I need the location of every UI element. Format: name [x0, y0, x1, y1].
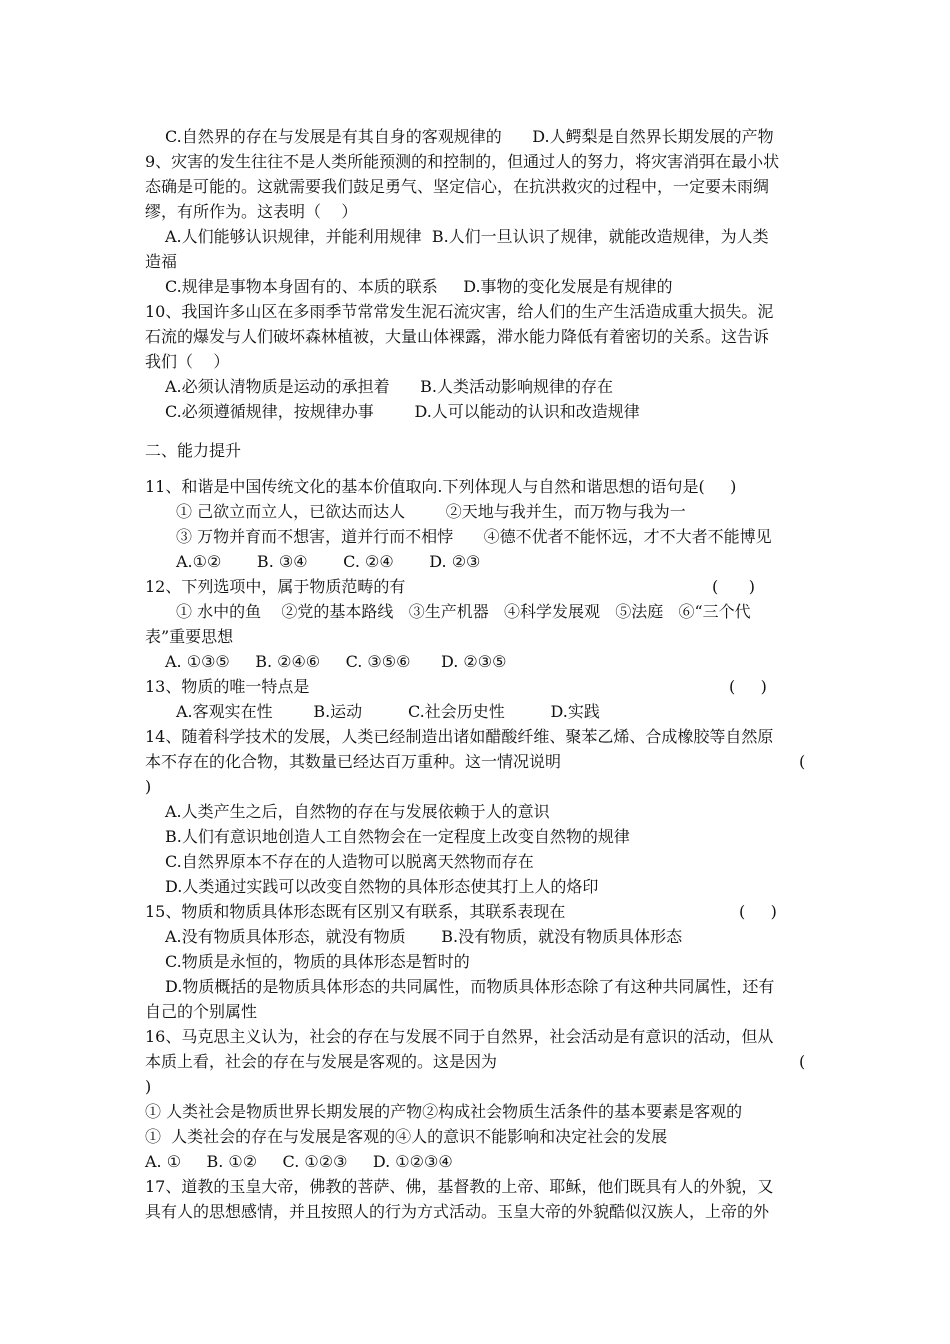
q16-options: A. ① B. ①② C. ①②③ D. ①②③④: [145, 1152, 453, 1171]
q10-options-ab: A.必须认清物质是运动的承担着 B.人类活动影响规律的存在: [165, 377, 614, 396]
q11-stem: 11、和谐是中国传统文化的基本价值取向.下列体现人与自然和谐思想的语句是( ): [145, 477, 737, 496]
q14-stem-line1: 14、随着科学技术的发展，人类已经制造出诸如醋酸纤维、聚苯乙烯、合成橡胶等自然原: [145, 727, 774, 746]
q16-items-12: ① 人类社会是物质世界长期发展的产物②构成社会物质生活条件的基本要素是客观的: [145, 1102, 743, 1121]
q9-stem-line1: 9、灾害的发生往往不是人类所能预测的和控制的，但通过人的努力，将灾害消弭在最小状: [145, 152, 780, 171]
q11-items-34: ③ 万物并育而不想害，道并行而不相悖 ④德不优者不能怀远，才不大者不能博见: [176, 527, 772, 546]
q11-items-12: ① 己欲立而立人，已欲达而达人 ②天地与我并生，而万物与我为一: [176, 502, 686, 521]
q14-option-b: B.人们有意识地创造人工自然物会在一定程度上改变自然物的规律: [165, 827, 630, 846]
q10-stem-line1: 10、我国许多山区在多雨季节常常发生泥石流灾害，给人们的生产生活造成重大损失。泥: [145, 302, 774, 321]
q15-option-d: D.物质概括的是物质具体形态的共同属性，而物质具体形态除了有这种共同属性，还有: [165, 977, 775, 996]
q13-answer-bracket: ( ): [729, 677, 767, 696]
q9-stem-line3: 缪，有所作为。这表明（ ）: [145, 202, 358, 221]
q17-stem-line2: 具有人的思想感情，并且按照人的行为方式活动。玉皇大帝的外貌酷似汉族人，上帝的外: [145, 1202, 770, 1221]
q14-option-a: A.人类产生之后，自然物的存在与发展依赖于人的意识: [165, 802, 550, 821]
q14-stem-line2: 本不存在的化合物，其数量已经达百万重种。这一情况说明: [145, 752, 562, 771]
q10-stem-line3: 我们（ ）: [145, 352, 230, 371]
q14-answer-bracket-close: ): [145, 777, 152, 796]
q9-stem-line2: 态确是可能的。这就需要我们鼓足勇气、坚定信心，在抗洪救灾的过程中，一定要未雨绸: [145, 177, 770, 196]
q16-answer-bracket-close: ): [145, 1077, 152, 1096]
section-heading: 二、能力提升: [145, 441, 242, 460]
q9-options-ab-cont: 造福: [145, 252, 178, 271]
q15-option-c: C.物质是永恒的，物质的具体形态是暂时的: [165, 952, 470, 971]
q15-options-ab: A.没有物质具体形态，就没有物质 B.没有物质，就没有物质具体形态: [165, 927, 683, 946]
q12-items-cont: 表”重要思想: [145, 627, 234, 646]
q9-options-ab: A.人们能够认识规律，并能利用规律 B.人们一旦认识了规律，就能改造规律，为人类: [165, 227, 769, 246]
q13-options: A.客观实在性 B.运动 C.社会历史性 D.实践: [176, 702, 600, 721]
q16-stem-line1: 16、马克思主义认为，社会的存在与发展不同于自然界，社会活动是有意识的活动，但从: [145, 1027, 774, 1046]
q8-options-cd: C.自然界的存在与发展是有其自身的客观规律的 D.人鳄梨是自然界长期发展的产物: [165, 127, 774, 146]
q10-options-cd: C.必须遵循规律，按规律办事 D.人可以能动的认识和改造规律: [165, 402, 640, 421]
q14-answer-bracket-open: (: [799, 752, 806, 771]
q11-options: A.①② B. ③④ C. ②④ D. ②③: [176, 552, 481, 571]
q15-option-d-cont: 自己的个别属性: [145, 1002, 258, 1021]
q9-options-cd: C.规律是事物本身固有的、本质的联系 D.事物的变化发展是有规律的: [165, 277, 673, 296]
q16-stem-line2: 本质上看，社会的存在与发展是客观的。这是因为: [145, 1052, 498, 1071]
q14-option-c: C.自然界原本不存在的人造物可以脱离天然物而存在: [165, 852, 534, 871]
q14-option-d: D.人类通过实践可以改变自然物的具体形态使其打上人的烙印: [165, 877, 599, 896]
q16-items-34: ① 人类社会的存在与发展是客观的④人的意识不能影响和决定社会的发展: [145, 1127, 668, 1146]
q12-stem: 12、下列选项中，属于物质范畴的有: [145, 577, 406, 596]
q15-answer-bracket: ( ): [739, 902, 777, 921]
q10-stem-line2: 石流的爆发与人们破坏森林植被，大量山体裸露，滞水能力降低有着密切的关系。这告诉: [145, 327, 770, 346]
q17-stem-line1: 17、道教的玉皇大帝，佛教的菩萨、佛，基督教的上帝、耶稣，他们既具有人的外貌，又: [145, 1177, 774, 1196]
q13-stem: 13、物质的唯一特点是: [145, 677, 310, 696]
q12-answer-bracket: ( ): [712, 577, 755, 596]
q12-items: ① 水中的鱼 ②党的基本路线 ③生产机器 ④科学发展观 ⑤法庭 ⑥“三个代: [176, 602, 751, 621]
q15-stem: 15、物质和物质具体形态既有区别又有联系，其联系表现在: [145, 902, 566, 921]
q16-answer-bracket-open: (: [799, 1052, 806, 1071]
q12-options: A. ①③⑤ B. ②④⑥ C. ③⑤⑥ D. ②③⑤: [165, 652, 507, 671]
